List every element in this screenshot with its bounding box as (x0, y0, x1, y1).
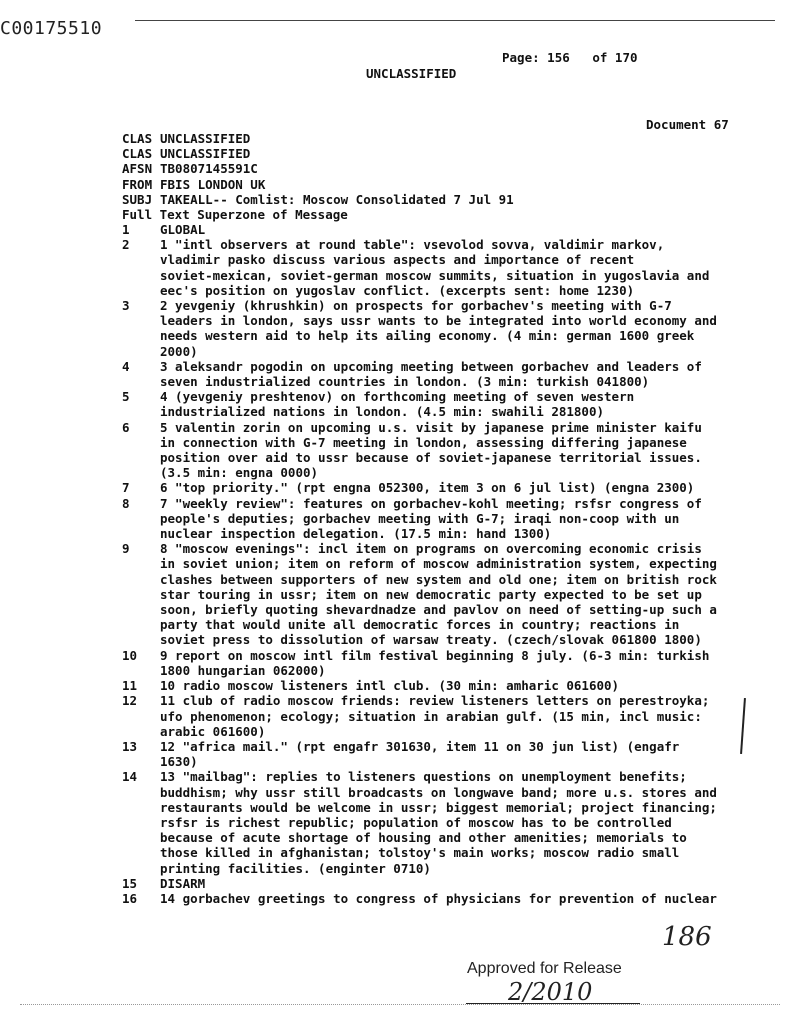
entry-row (122, 678, 732, 693)
header-key: FROM (122, 176, 153, 192)
entry-text (160, 298, 732, 359)
entry-text (160, 480, 732, 495)
page-total: 170 (614, 50, 638, 65)
page-indicator (502, 50, 638, 65)
entry-row (122, 739, 732, 769)
entry-line: seven industrialized countries in london. (3 min: turkish 041800) (160, 374, 650, 390)
entry-line: position over aid to ussr because of soviet-japanese territorial issues. (160, 450, 702, 466)
entry-line: leaders in london, says ussr wants to be integrated into world economy and (160, 313, 717, 329)
entry-number: 3 (122, 298, 130, 314)
entry-number: 5 (122, 389, 130, 405)
header-row (122, 177, 514, 192)
header-key: CLAS (122, 131, 153, 146)
header-rule (135, 20, 775, 21)
entry-row (122, 876, 732, 891)
header-key: SUBJ (122, 191, 153, 207)
entry-number: 11 (122, 678, 138, 694)
header-row (122, 146, 514, 161)
entry-line: 1630) (160, 754, 198, 770)
release-stamp-date: 2/2010 (508, 978, 593, 1006)
entry-line: industrialized nations in london. (4.5 min: swahili 281800) (160, 404, 605, 420)
entry-row (122, 359, 732, 389)
entry-line: in connection with G-7 meeting in london, assessing differing japanese (160, 434, 687, 450)
entry-line: needs western aid to help its ailing economy. (4 min: german 1600 greek (160, 328, 695, 344)
release-stamp-label: Approved for Release (467, 960, 622, 977)
entry-line: 2000) (160, 343, 198, 359)
entry-number: 8 (122, 495, 130, 511)
entry-text (160, 222, 732, 237)
header-value: UNCLASSIFIED (160, 131, 251, 146)
entry-line: 12 "africa mail." (rpt engafr 301630, item 11 on 30 jun list) (engafr (160, 738, 680, 754)
header-row (122, 131, 514, 146)
entry-line: 14 gorbachev greetings to congress of physicians for prevention of nuclear (160, 890, 717, 906)
entry-line: 1 "intl observers at round table": vsevolod sovva, valdimir markov, (160, 237, 665, 253)
entry-line: people's deputies; gorbachev meeting with G-7; iraqi non-coop with un (160, 510, 680, 526)
entry-line: arabic 061600) (160, 723, 266, 739)
entry-text (160, 420, 732, 481)
message-entries (122, 222, 732, 906)
header-value: TB0807145591C (160, 161, 258, 177)
entry-row (122, 237, 732, 298)
entry-number: 4 (122, 358, 130, 374)
entry-row (122, 298, 732, 359)
header-value: FBIS LONDON UK (160, 176, 266, 192)
entry-line: 1800 hungarian 062000) (160, 662, 326, 678)
entry-line: 5 valentin zorin on upcoming u.s. visit by japanese prime minister kaifu (160, 419, 702, 435)
entry-text (160, 678, 732, 693)
classification-heading: UNCLASSIFIED (366, 66, 457, 81)
entry-number: 1 (122, 222, 130, 237)
entry-line: 2 yevgeniy (khrushkin) on prospects for gorbachev's meeting with G-7 (160, 298, 672, 314)
entry-row (122, 222, 732, 237)
entry-line: clashes between supporters of new system and old one; item on british rock (160, 571, 717, 587)
handwritten-page-number: 186 (662, 922, 712, 952)
entry-row (122, 389, 732, 419)
entry-line: 6 "top priority." (rpt engna 052300, item 3 on 6 jul list) (engna 2300) (160, 480, 695, 496)
entry-text (160, 876, 732, 891)
document-number: Document 67 (646, 117, 729, 132)
entry-row (122, 541, 732, 647)
handwritten-margin-mark (740, 698, 746, 754)
message-header (122, 131, 514, 222)
entry-number: 12 (122, 693, 138, 709)
entry-number: 15 (122, 875, 138, 891)
entry-line: star touring in ussr; item on new democratic party expected to be set up (160, 586, 702, 602)
entry-number: 7 (122, 480, 130, 496)
header-key: CLAS (122, 146, 153, 162)
entry-text (160, 237, 732, 298)
entry-number: 9 (122, 541, 130, 557)
entry-line: soon, briefly quoting shevardnadze and pavlov on need of setting-up such a (160, 602, 717, 618)
entry-row (122, 420, 732, 481)
entry-line: 8 "moscow evenings": incl item on programs on overcoming economic crisis (160, 541, 702, 557)
entry-line: GLOBAL (160, 222, 206, 237)
entry-line: restaurants would be welcome in ussr; biggest memorial; project financing; (160, 799, 717, 815)
entry-line: 13 "mailbag": replies to listeners questions on unemployment benefits; (160, 769, 687, 785)
entry-line: vladimir pasko discuss various aspects and importance of recent (160, 252, 635, 268)
entry-text (160, 739, 732, 769)
entry-line: those killed in afghanistan; tolstoy's main works; moscow radio small (160, 845, 680, 861)
header-row (122, 192, 514, 207)
entry-line: 9 report on moscow intl film festival beginning 8 july. (6-3 min: turkish (160, 647, 710, 663)
entry-line: eec's position on yugoslav conflict. (excerpts sent: home 1230) (160, 282, 635, 298)
entry-line: printing facilities. (enginter 0710) (160, 860, 431, 876)
entry-number: 10 (122, 647, 138, 663)
entry-number: 6 (122, 419, 130, 435)
entry-line: 10 radio moscow listeners intl club. (30 min: amharic 061600) (160, 678, 620, 694)
entry-text (160, 541, 732, 647)
entry-line: because of acute shortage of housing and other amenities; memorials to (160, 830, 687, 846)
header-row (122, 161, 514, 176)
header-value: UNCLASSIFIED (160, 146, 251, 162)
header-key: AFSN (122, 161, 153, 177)
entry-row (122, 496, 732, 542)
entry-text (160, 648, 732, 678)
entry-line: 7 "weekly review": features on gorbachev-kohl meeting; rsfsr congress of (160, 495, 702, 511)
entry-row (122, 693, 732, 739)
header-value: TAKEALL-- Comlist: Moscow Consolidated 7 Jul 91 (160, 191, 514, 207)
entry-number: 13 (122, 738, 138, 754)
page-of-label: of (592, 50, 608, 65)
entry-line: buddhism; why ussr still broadcasts on longwave band; more u.s. stores and (160, 784, 717, 800)
entry-text (160, 693, 732, 739)
entry-line: 11 club of radio moscow friends: review listeners letters on perestroyka; (160, 693, 710, 709)
entry-text (160, 359, 732, 389)
entry-line: (3.5 min: engna 0000) (160, 465, 319, 481)
entry-line: party that would unite all democratic forces in country; reactions in (160, 617, 680, 633)
entry-text (160, 389, 732, 419)
entry-number: 16 (122, 890, 138, 906)
entry-row (122, 480, 732, 495)
entry-line: nuclear inspection delegation. (17.5 min: hand 1300) (160, 526, 552, 542)
release-stamp-underline (466, 1003, 640, 1004)
entry-row (122, 648, 732, 678)
entry-row (122, 769, 732, 875)
entry-line: in soviet union; item on reform of moscow administration system, expecting (160, 556, 717, 572)
entry-line: DISARM (160, 875, 206, 891)
entry-line: 3 aleksandr pogodin on upcoming meeting between gorbachev and leaders of (160, 358, 702, 374)
entry-line: 4 (yevgeniy preshtenov) on forthcoming meeting of seven western (160, 389, 635, 405)
entry-row (122, 891, 732, 906)
document-control-number: C00175510 (0, 18, 103, 39)
page-current: 156 (547, 50, 570, 65)
full-text-label: Full Text Superzone of Message (122, 207, 348, 223)
entry-line: soviet press to dissolution of warsaw treaty. (czech/slovak 061800 1800) (160, 632, 702, 648)
entry-number: 14 (122, 769, 138, 785)
entry-text (160, 891, 732, 906)
entry-line: rsfsr is richest republic; population of moscow has to be controlled (160, 814, 672, 830)
entry-text (160, 769, 732, 875)
entry-text (160, 496, 732, 542)
entry-number: 2 (122, 237, 130, 253)
page-label: Page: (502, 50, 540, 65)
entry-line: soviet-mexican, soviet-german moscow summits, situation in yugoslavia and (160, 267, 710, 283)
footer-dotted-rule (20, 1004, 780, 1005)
entry-line: ufo phenomenon; ecology; situation in arabian gulf. (15 min, incl music: (160, 708, 702, 724)
